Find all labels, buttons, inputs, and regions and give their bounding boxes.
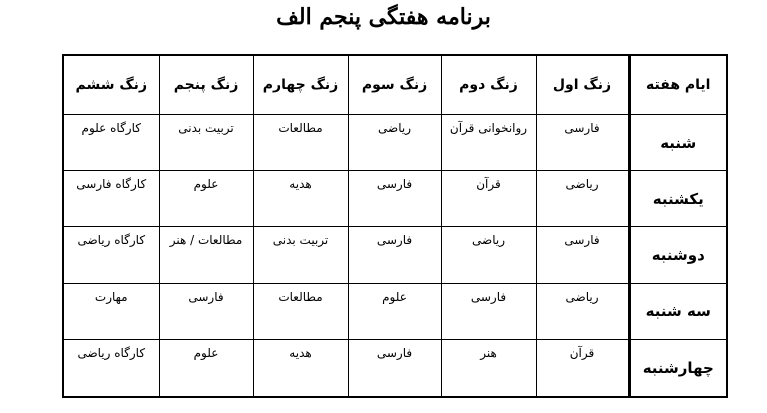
table-header-row [63, 55, 727, 115]
table-cell: فارسی [348, 339, 441, 397]
header-period-3: زنگ سوم [348, 55, 441, 115]
table-row [63, 171, 727, 227]
table-cell: مطالعات [253, 283, 348, 339]
header-period-6: زنگ ششم [63, 55, 159, 115]
table-cell: علوم [348, 283, 441, 339]
table-cell: ریاضی [536, 171, 629, 227]
table-cell: مطالعات / هنر [159, 227, 253, 283]
table-cell: کارگاه فارسی [63, 171, 159, 227]
table-cell: کارگاه ریاضی [63, 339, 159, 397]
header-days: ایام هفته [629, 55, 727, 115]
table-cell: فارسی [348, 171, 441, 227]
table-cell: فارسی [536, 115, 629, 171]
table-cell: علوم [159, 171, 253, 227]
weekly-schedule-table [62, 54, 728, 398]
day-cell: سه شنبه [629, 283, 727, 339]
table-cell: قرآن [441, 171, 536, 227]
table-cell: کارگاه علوم [63, 115, 159, 171]
page-title: برنامه هفتگی پنجم الف [276, 4, 491, 30]
table-cell: فارسی [441, 283, 536, 339]
header-period-1: زنگ اول [536, 55, 629, 115]
table-cell: روانخوانی قرآن [441, 115, 536, 171]
table-cell: تربیت بدنی [159, 115, 253, 171]
day-cell: چهارشنبه [629, 339, 727, 397]
table-cell: ریاضی [348, 115, 441, 171]
day-cell: شنبه [629, 115, 727, 171]
table-cell: قرآن [536, 339, 629, 397]
table-cell: ریاضی [441, 227, 536, 283]
day-cell: یکشنبه [629, 171, 727, 227]
header-period-5: زنگ پنجم [159, 55, 253, 115]
table-cell: فارسی [159, 283, 253, 339]
table-cell: فارسی [536, 227, 629, 283]
table-cell: مهارت [63, 283, 159, 339]
table-cell: فارسی [348, 227, 441, 283]
table-cell: تربیت بدنی [253, 227, 348, 283]
table-cell: مطالعات [253, 115, 348, 171]
day-cell: دوشنبه [629, 227, 727, 283]
table-row [63, 283, 727, 339]
table-cell: هدیه [253, 171, 348, 227]
table-row [63, 227, 727, 283]
header-period-4: زنگ چهارم [253, 55, 348, 115]
table-row [63, 339, 727, 397]
table-cell: علوم [159, 339, 253, 397]
header-period-2: زنگ دوم [441, 55, 536, 115]
table-cell: ریاضی [536, 283, 629, 339]
table-row [63, 115, 727, 171]
table-cell: هنر [441, 339, 536, 397]
table-cell: هدیه [253, 339, 348, 397]
table-cell: کارگاه ریاضی [63, 227, 159, 283]
